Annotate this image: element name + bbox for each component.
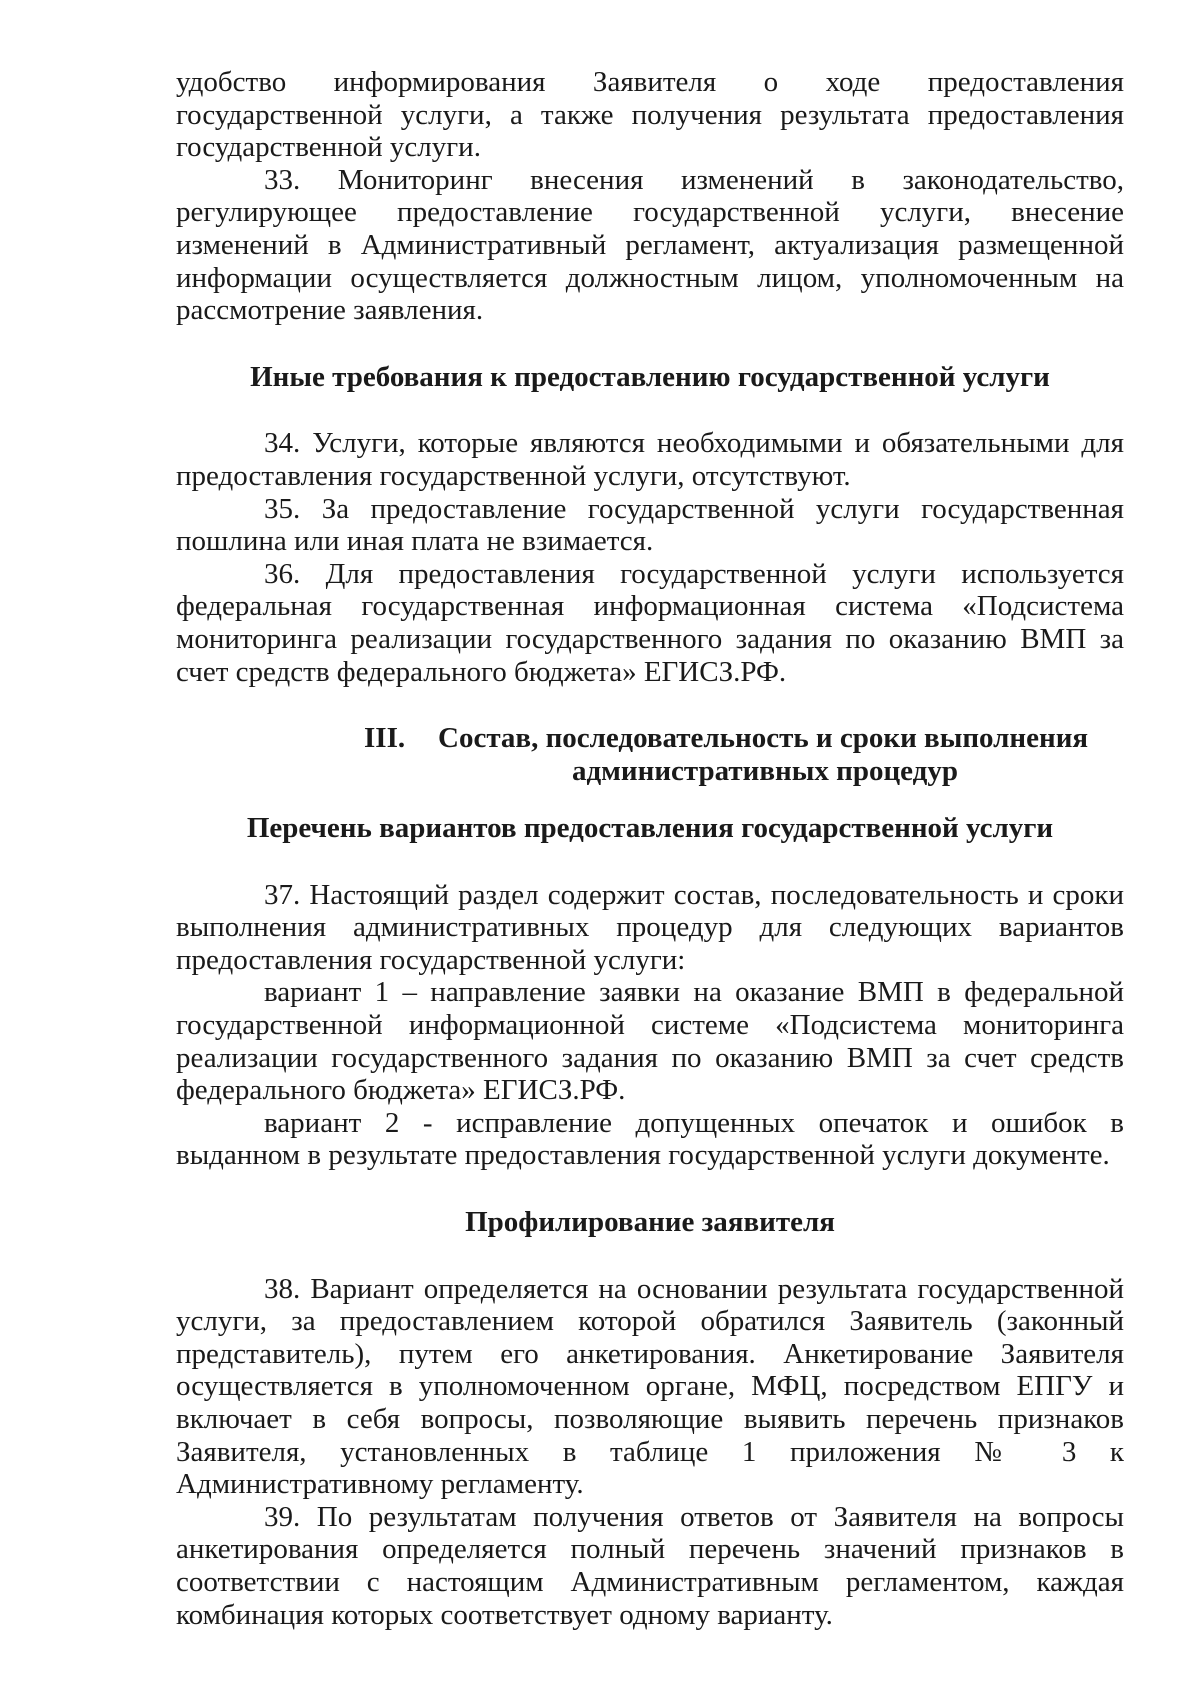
heading-profiling: Профилирование заявителя [465, 1206, 835, 1239]
heading-other-requirements: Иные требования к предоставлению государственной услуги [250, 360, 1050, 393]
paragraph-38: 38. Вариант определяется на основании результата государственной услуги, за предоставлением которой обратился Заявитель (законный представитель), путем его анкетирования. Анкетирование Заявителя осуществляется в уполномоченном органе, МФЦ, посредством ЕПГУ и включает в себя вопросы, позволяющие выявить перечень признаков Заявителя, установленных в таблице 1 приложения № 3 к Административному регламенту. [176, 1272, 1124, 1501]
paragraph-33: 33. Мониторинг внесения изменений в законодательство, регулирующее предоставление государственной услуги, внесение изменений в Административный регламент, актуализация размещенной информации осуществляется должностным лицом, уполномоченным на рассмотрение заявления. [176, 163, 1124, 327]
paragraph-39: 39. По результатам получения ответов от Заявителя на вопросы анкетирования определяется полный перечень значений признаков в соответствии с настоящим Административным регламентом, каждая комбинация которых соответствует одному варианту. [176, 1500, 1124, 1631]
paragraph-36: 36. Для предоставления государственной услуги используется федеральная государственная информационная система «Подсистема мониторинга реализации государственного задания по оказанию ВМП за счет средств федерального бюджета» ЕГИСЗ.РФ. [176, 557, 1124, 688]
heading-variants-list: Перечень вариантов предоставления государственной услуги [246, 812, 1054, 845]
variant-1: вариант 1 – направление заявки на оказание ВМП в федеральной государственной информационной системе «Подсистема мониторинга реализации государственного задания по оказанию ВМП за счет средств федерального бюджета» ЕГИСЗ.РФ. [176, 976, 1124, 1107]
paragraph-34: 34. Услуги, которые являются необходимыми и обязательными для предоставления государственной услуги, отсутствуют. [176, 427, 1124, 492]
paragraph-35: 35. За предоставление государственной услуги государственная пошлина или иная плата не взимается. [176, 492, 1124, 558]
paragraph-37: 37. Настоящий раздел содержит состав, последовательность и сроки выполнения административных процедур для следующих вариантов предоставления государственной услуги: [176, 878, 1124, 976]
section-number: III. [364, 722, 406, 755]
document-page [176, 66, 1124, 1631]
section-heading-iii [176, 722, 1124, 788]
variant-2: вариант 2 - исправление допущенных опечаток и ошибок в выданном в результате предоставления государственной услуги документе. [176, 1106, 1124, 1172]
section-title-line2: административных процедур [572, 755, 958, 788]
paragraph-continuation: удобство информирования Заявителя о ходе предоставления государственной услуги, а также получения результата предоставления государственной услуги. [176, 66, 1124, 164]
section-title-line1: Состав, последовательность и сроки выполнения [438, 722, 1089, 755]
